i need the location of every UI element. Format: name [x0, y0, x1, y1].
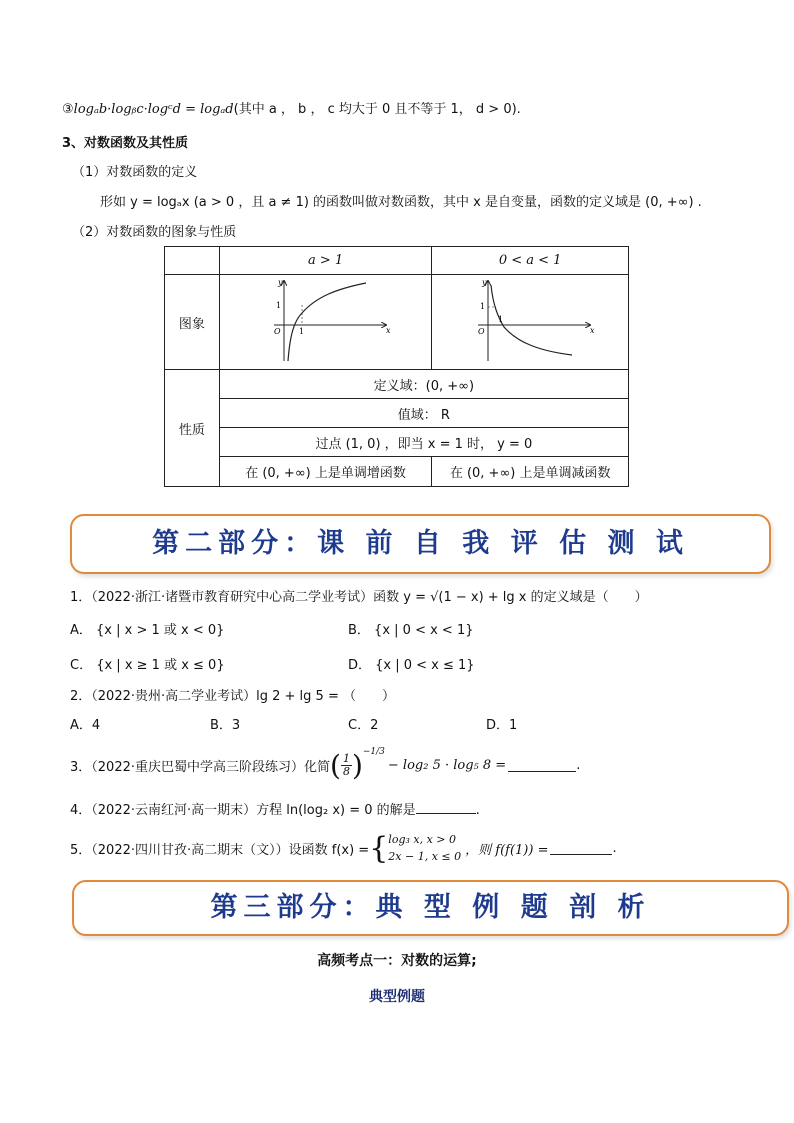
example-heading: 典型例题 [369, 989, 425, 1005]
question-5-prefix: 5．（2022·四川甘孜·高二期末（文））设函数 f(x) = [70, 842, 370, 858]
question-3-expression: − log₂ 5 · log₅ 8 = [387, 757, 507, 773]
banner-part-two-title: 第二部分：课 前 自 我 评 估 测 试 [152, 528, 689, 559]
origin-label: O [478, 327, 485, 336]
subsection-definition: （1）对数函数的定义 [72, 165, 198, 180]
question-1-option-d: D． {x | 0 < x ≤ 1} [348, 658, 475, 673]
graph-increasing [219, 275, 432, 370]
question-2-stem: 2．（2022·贵州·高二学业考试）lg 2 + lg 5 = （ ） [70, 689, 395, 704]
decreasing-log-graph [460, 275, 600, 365]
axis-y-label: y [482, 278, 487, 287]
question-4-answer-blank[interactable] [416, 801, 476, 814]
tick-one-x: 1 [498, 315, 504, 324]
question-2-option-b: B．3 [210, 718, 241, 733]
axis-y-label: y [277, 278, 283, 287]
question-5-case-2: 2x − 1, x ≤ 0 [388, 850, 462, 863]
table-corner [165, 247, 220, 275]
header-a-greater-1: a > 1 [219, 247, 432, 275]
question-2-option-a: A．4 [70, 718, 101, 733]
formula-number: ③ [62, 102, 74, 117]
row-label-graph: 图象 [165, 275, 220, 370]
question-3: 3．（2022·重庆巴蜀中学高三阶段练习）化简 ( $\frac{1}{8}$ ) −1/3 − log₂ 5 · log₅ 8 = . [70, 747, 581, 782]
question-3-exponent: −1/3 [362, 747, 385, 757]
row-label-properties: 性质 [165, 370, 220, 487]
question-1-option-a: A． {x | x > 1 或 x < 0} [70, 623, 225, 638]
property-fixed-point: 过点 (1, 0) ，即当 x = 1 时， y = 0 [219, 428, 628, 457]
question-5-answer-blank[interactable] [550, 842, 612, 855]
formula-condition: (其中 a ， b ， c 均大于 0 且不等于 1， d > 0). [233, 102, 521, 117]
log-curve-increasing [288, 283, 366, 361]
axis-x-label: x [590, 326, 595, 335]
subsection-graph: （2）对数函数的图象与性质 [72, 225, 237, 240]
question-5-case-1: log₃ x, x > 0 [388, 833, 456, 846]
question-4: 4．（2022·云南红河·高一期末）方程 ln(log₂ x) = 0 的解是 . [70, 803, 480, 818]
question-5-expression: ，则 f(f(1)) = [465, 842, 549, 858]
property-monotonic-increasing: 在 (0, +∞) 上是单调增函数 [219, 457, 432, 487]
question-1-option-c: C． {x | x ≥ 1 或 x ≤ 0} [70, 658, 225, 673]
question-5-piecewise [388, 831, 461, 865]
question-3-prefix: 3．（2022·重庆巴蜀中学高三阶段练习）化简 [70, 759, 330, 775]
graph-decreasing [432, 275, 629, 370]
question-2-option-d: D．1 [486, 718, 518, 733]
log-curve-decreasing [491, 285, 572, 355]
section-title: 3、对数函数及其性质 [62, 136, 189, 151]
tick-one-y: 1 [480, 302, 486, 311]
question-4-stem: 4．（2022·云南红河·高一期末）方程 ln(log₂ x) = 0 的解是 [70, 803, 416, 818]
formula-3 [62, 98, 521, 117]
banner-part-two [70, 514, 771, 574]
definition-text: 形如 y = logₐx (a > 0 ，且 a ≠ 1) 的函数叫做对数函数，其中 x 是自变量，函数的定义域是 (0, +∞) . [100, 195, 702, 210]
log-function-table [164, 246, 629, 487]
question-2-option-c: C．2 [348, 718, 379, 733]
banner-part-three-title: 第三部分：典 型 例 题 剖 析 [210, 892, 651, 923]
axis-x-label: x [385, 326, 391, 335]
property-range: 值域： R [219, 399, 628, 428]
question-3-answer-blank[interactable] [508, 759, 576, 772]
question-5: 5．（2022·四川甘孜·高二期末（文））设函数 f(x) = { log₃ x, x > 0 2x − 1, x ≤ 0 ，则 f(f(1)) = . [70, 830, 617, 866]
increasing-log-graph [256, 275, 396, 365]
tick-one-y: 1 [275, 301, 281, 310]
question-3-fraction: $\frac{1}{8}$ [342, 751, 350, 778]
formula-expression: logₐb·logᵦc·logᶜd = logₐd [73, 102, 234, 117]
tick-one-x: 1 [298, 327, 304, 336]
banner-part-three [72, 880, 789, 936]
question-1-stem: 1．（2022·浙江·诸暨市教育研究中心高二学业考试）函数 y = √(1 − x) + lg x 的定义域是（ ） [70, 590, 648, 605]
question-1-option-b: B． {x | 0 < x < 1} [348, 623, 474, 638]
property-monotonic-decreasing: 在 (0, +∞) 上是单调减函数 [432, 457, 629, 487]
origin-label: O [273, 327, 281, 336]
key-point-title: 高频考点一：对数的运算; [317, 953, 477, 969]
header-a-between-0-1: 0 < a < 1 [432, 247, 629, 275]
property-domain: 定义域：(0, +∞) [219, 370, 628, 399]
